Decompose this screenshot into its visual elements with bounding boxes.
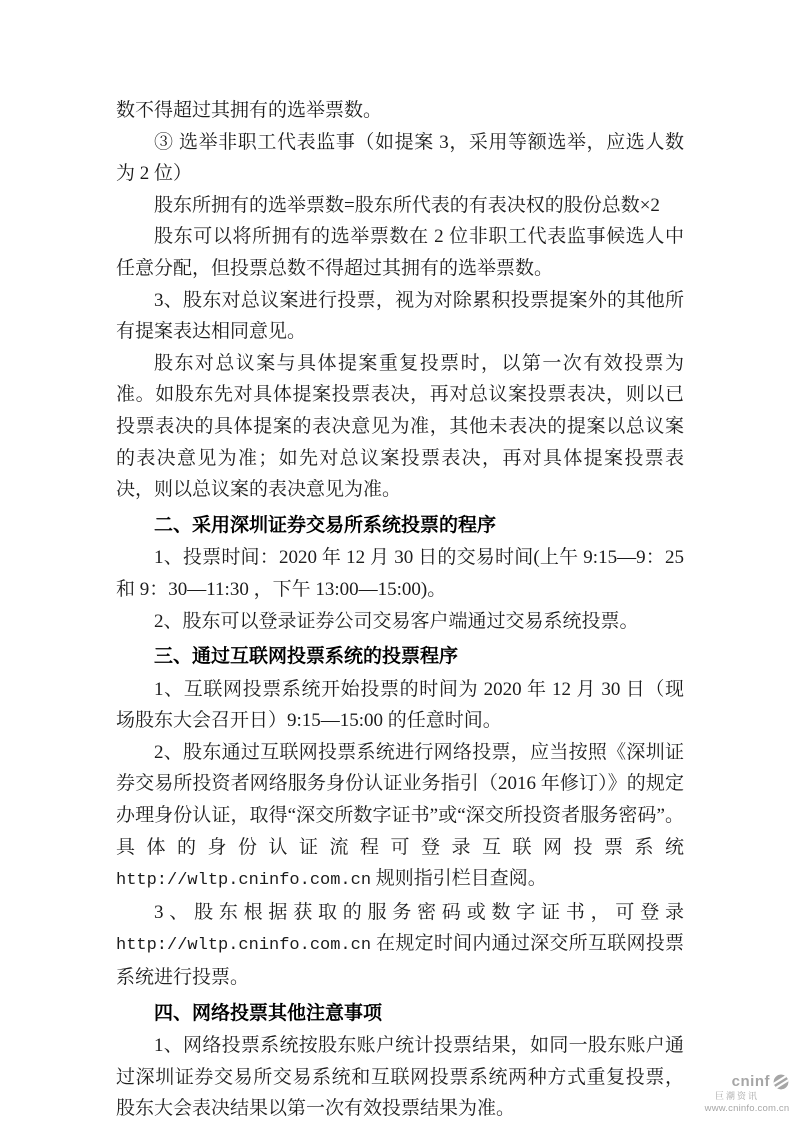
section-heading: 三、通过互联网投票系统的投票程序 (154, 646, 459, 668)
inline-url: http://wltp.cninfo.com.cn (116, 871, 372, 891)
paragraph: 3、股东根据获取的服务密码或数字证书，可登录 http://wltp.cninfo.com.cn 在规定时间内通过深交所互联网投票系统进行投票。 (116, 901, 684, 989)
paragraph: 1、网络投票系统按股东账户统计投票结果，如同一股东账户通过深圳证券交易所交易系统和互联网投票系统两种方式重复投票，股东大会表决结果以第一次有效投票结果为准。 (116, 1035, 684, 1120)
paragraph: ③ 选举非职工代表监事（如提案 3，采用等额选举，应选人数为 2 位） (116, 131, 684, 185)
document-body (116, 95, 684, 1122)
cninfo-brand-chinese: 巨潮资讯 (714, 1090, 759, 1101)
paragraph: 股东可以将所拥有的选举票数在 2 位非职工代表监事候选人中任意分配，但投票总数不得超过其拥有的选举票数。 (116, 226, 684, 279)
cninfo-logo-row (704, 1074, 790, 1091)
paragraph: 2、股东通过互联网投票系统进行网络投票，应当按照《深圳证券交易所投资者网络服务身份认证业务指引（2016 年修订）》的规定办理身份认证，取得“深交所数字证书”或“深交所投资者服务密码”。具体的身份认证流程可登录互联网投票系统 http://wltp.cninfo.com.cn 规则指引栏目查阅。 (116, 741, 684, 891)
inline-url: http://wltp.cninfo.com.cn (116, 936, 372, 956)
paragraph: 数不得超过其拥有的选举票数。 (116, 100, 383, 121)
cninfo-swirl-icon (772, 1074, 790, 1090)
cninfo-url: www.cninfo.com.cn (704, 1102, 790, 1114)
paragraph: 股东对总议案与具体提案重复投票时，以第一次有效投票为准。如股东先对具体提案投票表决，再对总议案投票表决，则以已投票表决的具体提案的表决意见为准，其他未表决的提案以总议案的表决意见为准；如先对总议案投票表决，再对具体提案投票表决，则以总议案的表决意见为准。 (116, 352, 684, 501)
cninfo-logo (704, 1074, 790, 1114)
paragraph: 2、股东可以登录证券公司交易客户端通过交易系统投票。 (154, 610, 639, 632)
paragraph: 股东所拥有的选举票数=股东所代表的有表决权的股份总数×2 (154, 194, 660, 216)
section-heading: 二、采用深圳证券交易所系统投票的程序 (154, 514, 497, 536)
paragraph: 1、互联网投票系统开始投票的时间为 2020 年 12 月 30 日（现场股东大会召开日）9:15—15:00 的任意时间。 (116, 678, 684, 732)
cninfo-brand-text: cninf (731, 1073, 770, 1091)
paragraph: 3、股东对总议案进行投票，视为对除累积投票提案外的其他所有提案表达相同意见。 (116, 289, 684, 343)
paragraph: 1、投票时间：2020 年 12 月 30 日的交易时间(上午 9:15—9：25 和 9：30—11:30 ，下午 13:00—15:00)。 (116, 547, 684, 600)
section-heading: 四、网络投票其他注意事项 (154, 1002, 383, 1024)
